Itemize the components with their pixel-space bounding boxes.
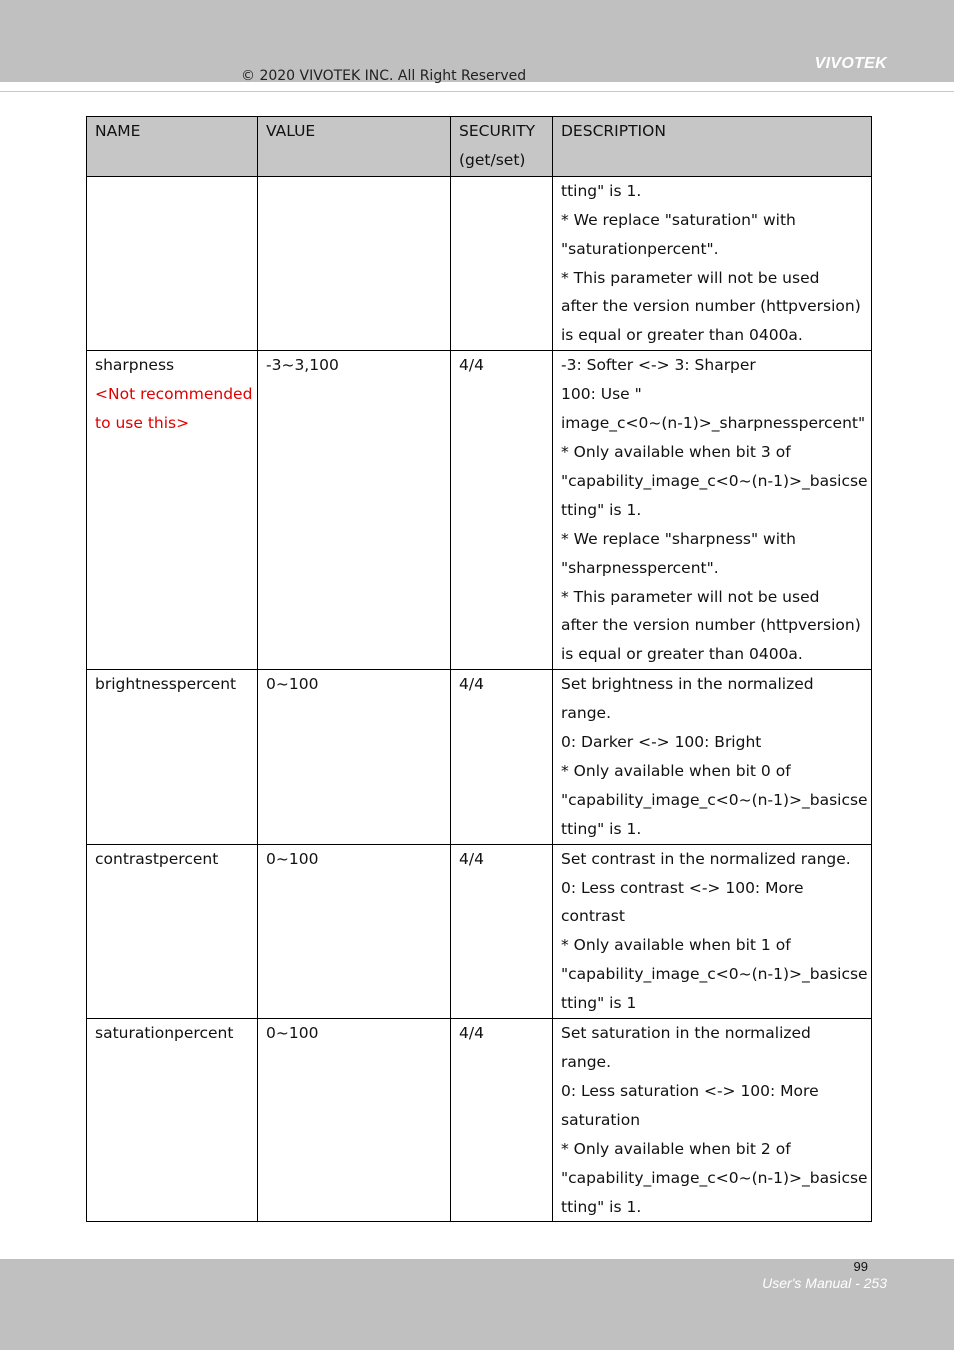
column-header-value: VALUE [258, 117, 451, 177]
param-security: 4/4 [451, 1019, 553, 1222]
param-name-cell [87, 351, 258, 670]
description-line: * Only available when bit 1 of [561, 936, 791, 955]
param-name-cell [87, 844, 258, 1018]
column-header-security: SECURITY (get/set) [451, 117, 553, 177]
param-description [553, 176, 872, 350]
description-line: "capability_image_c<0~(n-1)>_basicse [561, 965, 868, 984]
param-security: 4/4 [451, 670, 553, 844]
param-description [553, 670, 872, 844]
description-line: * Only available when bit 2 of [561, 1139, 791, 1158]
param-name: brightnesspercent [95, 675, 237, 694]
param-value [258, 176, 451, 350]
table-row [87, 670, 872, 844]
description-line: 100: Use " [561, 385, 642, 404]
param-name: contrastpercent [95, 849, 219, 868]
param-name-cell [87, 176, 258, 350]
param-name: saturationpercent [95, 1024, 234, 1043]
copyright-notice: © 2020 VIVOTEK INC. All Right Reserved [241, 68, 527, 84]
header-divider [0, 91, 954, 92]
param-name-cell [87, 670, 258, 844]
description-line: is equal or greater than 0400a. [561, 326, 803, 345]
description-line: "saturationpercent". [561, 239, 719, 258]
param-description [553, 351, 872, 670]
description-line: * Only available when bit 0 of [561, 761, 791, 780]
description-line: * We replace "saturation" with [561, 210, 796, 229]
description-line: range. [561, 1053, 611, 1071]
not-recommended-note: <Not recommended to use this> [95, 385, 253, 433]
description-line: 0: Darker <-> 100: Bright [561, 733, 762, 752]
description-line: "capability_image_c<0~(n-1)>_basicse [561, 1168, 868, 1187]
description-line: -3: Softer <-> 3: Sharper [561, 356, 756, 375]
description-line: Set brightness in the normalized [561, 675, 814, 694]
param-name-cell [87, 1019, 258, 1222]
description-line: Set contrast in the normalized range. [561, 849, 851, 868]
parameter-table [86, 116, 872, 1222]
param-description [553, 844, 872, 1018]
param-name: sharpness [95, 356, 175, 375]
description-line: 0: Less saturation <-> 100: More [561, 1081, 819, 1100]
description-line: * We replace "sharpness" with [561, 529, 796, 548]
param-value: 0~100 [258, 1019, 451, 1222]
param-value: 0~100 [258, 844, 451, 1018]
description-line: range. [561, 704, 611, 723]
description-line: tting" is 1. [561, 1197, 642, 1216]
description-line: image_c<0~(n-1)>_sharpnesspercent" [561, 414, 866, 433]
description-line: after the version number (httpversion) [561, 616, 861, 635]
description-line: saturation [561, 1110, 641, 1129]
param-description [553, 1019, 872, 1222]
param-security [451, 176, 553, 350]
description-line: "capability_image_c<0~(n-1)>_basicse [561, 790, 868, 809]
description-line: tting" is 1. [561, 819, 642, 838]
brand-logo: VIVOTEK [814, 55, 887, 72]
table-row [87, 351, 872, 670]
description-line: * Only available when bit 3 of [561, 442, 791, 461]
table-header-row [87, 117, 872, 177]
column-header-description: DESCRIPTION [553, 117, 872, 177]
footer-band [0, 1259, 954, 1350]
description-line: Set saturation in the normalized [561, 1024, 811, 1043]
description-line: * This parameter will not be used [561, 587, 820, 606]
description-line: tting" is 1. [561, 500, 642, 519]
table-row [87, 176, 872, 350]
description-line: after the version number (httpversion) [561, 297, 861, 316]
param-value: 0~100 [258, 670, 451, 844]
description-line: "sharpnesspercent". [561, 558, 719, 577]
param-security: 4/4 [451, 351, 553, 670]
manual-page-label: User's Manual - 253 [762, 1275, 887, 1291]
description-line: is equal or greater than 0400a. [561, 645, 803, 664]
table-row [87, 1019, 872, 1222]
column-header-name: NAME [87, 117, 258, 177]
page-number: 99 [853, 1259, 868, 1274]
table-row [87, 844, 872, 1018]
description-line: tting" is 1. [561, 181, 642, 200]
description-line: tting" is 1 [561, 994, 637, 1013]
description-line: contrast [561, 907, 625, 926]
description-line: 0: Less contrast <-> 100: More [561, 878, 804, 897]
param-security: 4/4 [451, 844, 553, 1018]
description-line: "capability_image_c<0~(n-1)>_basicse [561, 471, 868, 490]
param-value: -3~3,100 [258, 351, 451, 670]
description-line: * This parameter will not be used [561, 268, 820, 287]
